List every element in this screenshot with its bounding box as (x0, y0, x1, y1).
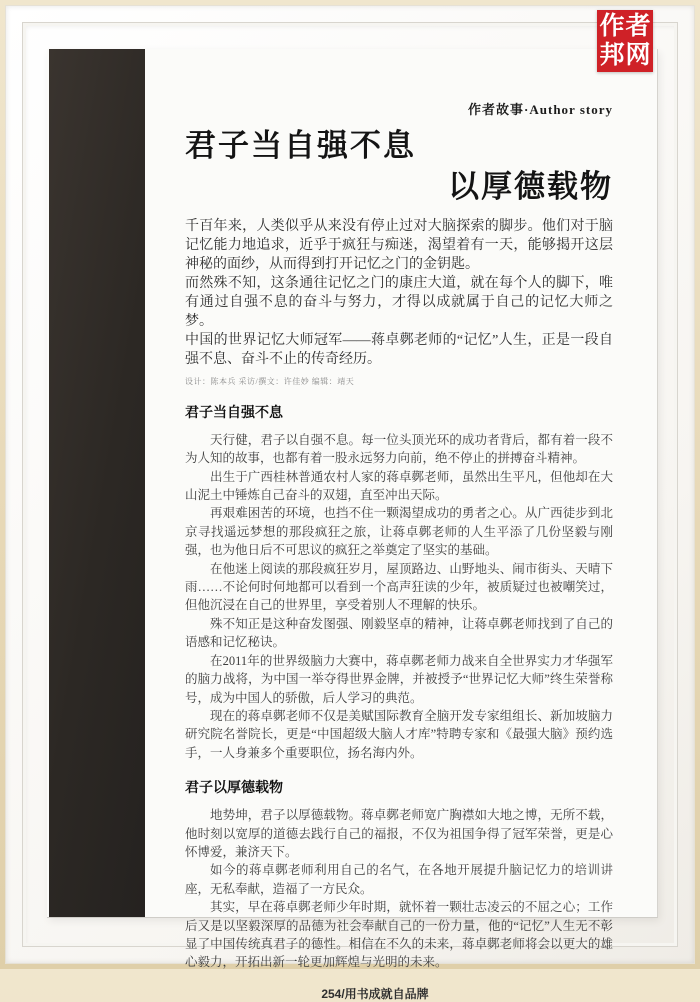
section-heading: 君子以厚德载物 (185, 781, 283, 797)
zuozhebang-logo-stamp (597, 10, 653, 72)
body-paragraph: 在2011年的世界级脑力大赛中，蒋卓鄸老师力战来自全世界实力才华强军的脑力战将，为中国一举夺得世界金牌，并被授予“世界记忆大师”终生荣誉称号，成为中国人的骄傲，后人学习的典范。 (185, 653, 613, 705)
column-header: 作者故事·Author story (468, 102, 613, 117)
logo-char: 作 (599, 12, 625, 40)
intro-paragraph: 而然殊不知，这条通往记忆之门的康庄大道，就在每个人的脚下，唯有通过自强不息的奋斗与努力，才得以成就属于自己的记忆大师之梦。 (185, 275, 613, 329)
logo-char: 邦 (599, 41, 625, 69)
body-paragraph: 再艰难困苦的环境，也挡不住一颗渴望成功的勇者之心。从广西徒步到北京寻找遥远梦想的那段疯狂之旅，让蒋卓鄸老师的人生平添了几份坚毅与刚强，也为他日后不可思议的疯狂之举奠定了坚实的基础。 (185, 506, 613, 558)
body-paragraph: 天行健，君子以自强不息。每一位头顶光环的成功者背后，都有着一段不为人知的故事，也都有着一股永远努力向前，绝不停止的拼搏奋斗精神。 (185, 432, 613, 466)
magazine-page (47, 49, 658, 1001)
body-paragraph: 其实，早在蒋卓鄸老师少年时期，就怀着一颗壮志凌云的不屈之心；工作后又是以坚毅深厚的品德为社会奉献自己的一份力量，他的“记忆”人生无不彰显了中国传统真君子的德性。相信在不久的未来，蒋卓鄸老师将会以更大的雄心毅力，开拓出新一轮更加辉煌与光明的未来。 (185, 900, 613, 970)
article-title-line1: 君子当自强不息 (185, 128, 416, 163)
body-paragraph: 现在的蒋卓鄸老师不仅是美赋国际教育全脑开发专家组组长、新加坡脑力研究院名誉院长，更是“中国超级大脑人才库”特聘专家和《最强大脑》预约选手，一人身兼多个重要职位，扬名海内外。 (185, 708, 613, 760)
logo-char: 网 (625, 41, 651, 69)
article-title-line2: 以厚德载物 (448, 168, 613, 204)
logo-char: 者 (625, 12, 651, 40)
body-paragraph: 出生于广西桂林普通农村人家的蒋卓鄸老师，虽然出生平凡，但他却在大山泥土中锤炼自己奋斗的双翅，直至冲出天际。 (185, 469, 613, 503)
body-paragraph: 在他迷上阅读的那段疯狂岁月，屋顶路边、山野地头、闹市街头、天晴下雨……不论何时何地都可以看到一个高声狂读的少年，被质疑过也被嘲笑过，但他沉浸在自己的世界里，享受着别人不理解的快乐。 (185, 561, 613, 613)
body-paragraph: 地势坤，君子以厚德载物。蒋卓鄸老师宽广胸襟如大地之博，无所不载，他时刻以宽厚的道德去践行自己的福报，不仅为祖国争得了冠军荣誉，更是心怀博爱，兼济天下。 (185, 808, 613, 859)
credits-line: 设计：陈本兵 采访/撰文：许佳妙 编辑：靖天 (185, 376, 355, 386)
intro-paragraph: 千百年来，人类似乎从来没有停止过对大脑探索的脚步。他们对于脑记忆能力地追求，近乎于疯狂与痴迷，渴望着有一天，能够揭开这层神秘的面纱，从而得到打开记忆之门的金钥匙。 (185, 218, 613, 272)
section-self-improvement (185, 402, 613, 762)
article-intro (185, 217, 613, 369)
body-paragraph: 殊不知正是这种奋发图强、刚毅坚卓的精神，让蒋卓鄸老师找到了自己的语感和记忆秘诀。 (185, 616, 613, 650)
page-number-footer: 254/用书成就自品牌 (321, 986, 429, 1001)
section-heading: 君子当自强不息 (185, 405, 283, 421)
article-title (185, 126, 613, 208)
page-content (185, 49, 613, 1002)
section-virtue (185, 777, 613, 972)
intro-paragraph: 中国的世界记忆大师冠军——蒋卓鄸老师的“记忆”人生，正是一段自强不息、奋斗不止的传奇经历。 (185, 332, 613, 367)
body-paragraph: 如今的蒋卓鄸老师利用自己的名气，在各地开展提升脑记忆力的培训讲座，无私奉献，造福了一方民众。 (185, 863, 613, 896)
page-gutter-shadow (49, 49, 145, 917)
